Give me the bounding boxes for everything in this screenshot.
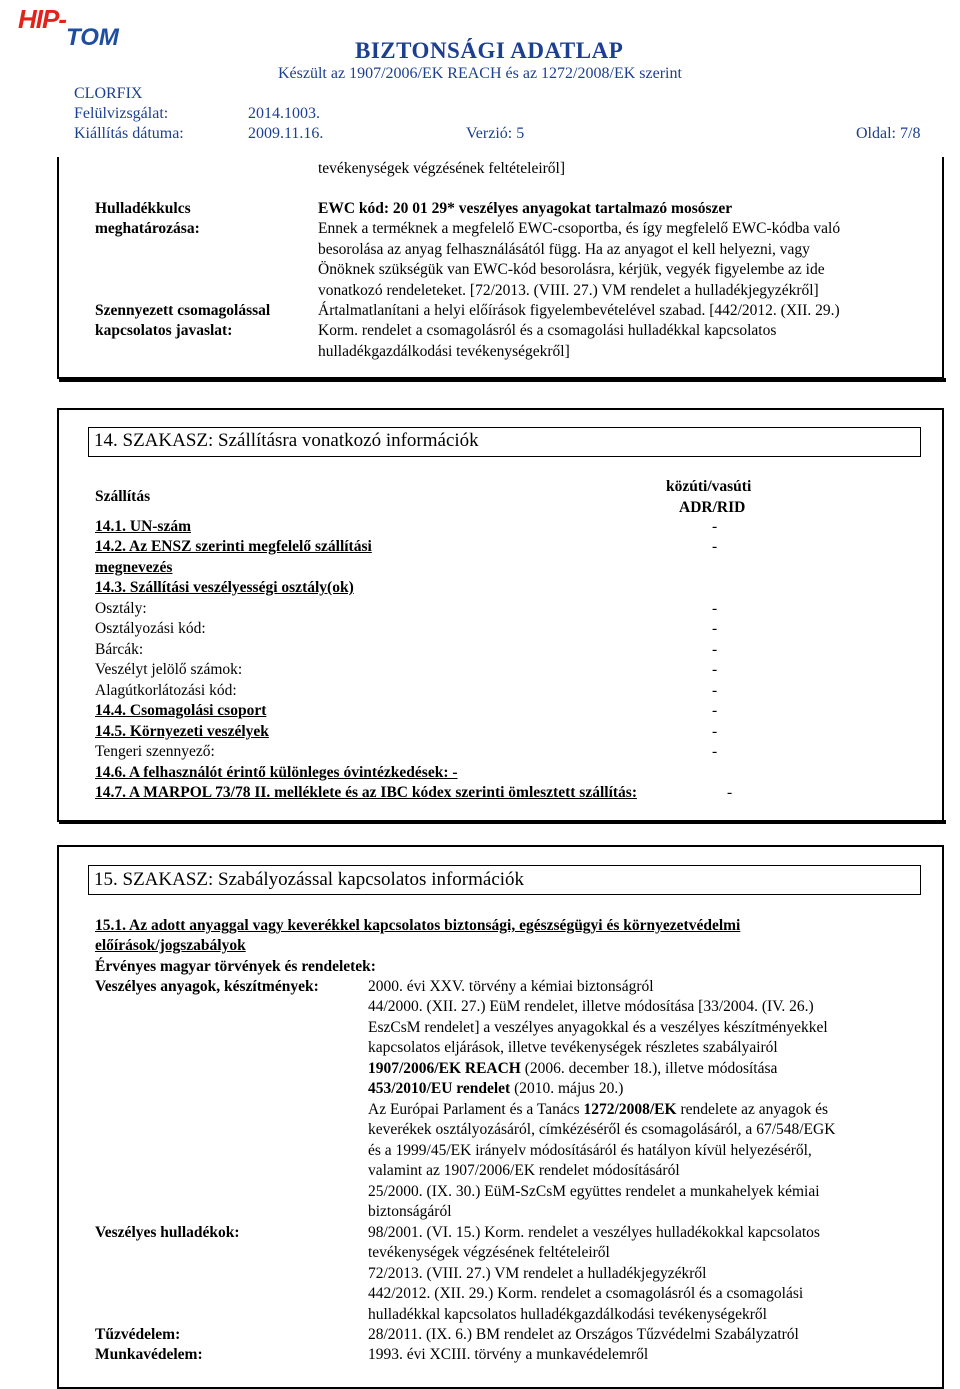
hazardous-waste-label: Veszélyes hulladékok: — [95, 1224, 240, 1241]
clp-line — [368, 1101, 828, 1119]
section-14-title: 14. SZAKASZ: Szállításra vonatkozó információk — [94, 430, 479, 451]
reach-regulation: 1907/2006/EK REACH — [368, 1060, 521, 1077]
reach-line — [368, 1060, 777, 1078]
document-title: BIZTONSÁGI ADATLAP — [355, 38, 624, 63]
waste-text-line: Ennek a terméknek a megfelelő EWC-csoportba, és így megfelelő EWC-kódba való — [318, 220, 841, 237]
logo-text-tom: TOM — [66, 24, 119, 51]
law-line: kapcsolatos eljárások, illetve tevékenységek részletes szabályairól — [368, 1039, 778, 1056]
classification-code-label: Osztályozási kód: — [95, 620, 206, 637]
section-14-shadow — [59, 820, 946, 824]
work-safety-label: Munkavédelem: — [95, 1346, 203, 1363]
packaging-label: Szennyezett csomagolással — [95, 302, 271, 319]
eu453-rest: (2010. május 20.) — [510, 1080, 624, 1097]
waste-text-line: vonatkozó rendeleteket. [72/2013. (VIII. 27.) VM rendelet a hulladékjegyzékről] — [318, 282, 819, 299]
shipping-name-value: - — [712, 538, 718, 555]
marpol-label: 14.7. A MARPOL 73/78 II. melléklete és az IBC kódex szerinti ömlesztett szállítás: — [95, 784, 637, 801]
revision-date: 2014.1003. — [248, 105, 320, 122]
law-line: biztonságáról — [368, 1203, 452, 1220]
version: Verzió: 5 — [466, 125, 525, 142]
law-line: 2000. évi XXV. törvény a kémiai biztonságról — [368, 978, 654, 995]
law-line: és a 1999/45/EK irányelv módosításáról és hatályon kívül helyezéséről, — [368, 1142, 812, 1159]
classification-code-value: - — [712, 620, 718, 637]
subsection-15-1: 15.1. Az adott anyaggal vagy keverékkel kapcsolatos biztonsági, egészségügyi és környezetvédelmi — [95, 917, 741, 934]
law-line: hulladékkal kapcsolatos hulladékgazdálkodási tevékenységekről — [368, 1306, 767, 1323]
company-logo — [0, 0, 118, 62]
column-header-adr-rid: ADR/RID — [679, 499, 746, 516]
law-line: 442/2012. (XII. 29.) Korm. rendelet a csomagolásról és a csomagolási — [368, 1285, 804, 1302]
environmental-hazards-value: - — [712, 723, 718, 740]
un-number-label: 14.1. UN-szám — [95, 518, 191, 535]
pack-text-line: Korm. rendelet a csomagolásról és a csomagolási hulladékkal kapcsolatos — [318, 322, 777, 339]
pack-text-line: Ártalmatlanítani a helyi előírások figyelembevételével szabad. [442/2012. (XII. 29.) — [318, 302, 840, 319]
tunnel-code-label: Alagútkorlátozási kód: — [95, 682, 237, 699]
reach-rest: (2006. december 18.), illetve módosítása — [520, 1060, 778, 1077]
waste-text-line: Önöknek szükségük van EWC-kód besorolásra, kérjük, vegyék figyelembe az ide — [318, 261, 825, 278]
waste-text-line: besorolása az anyag felhasználásától függ. Ha az anyagot el kell helyezni, vagy — [318, 241, 810, 258]
class-value: - — [712, 600, 718, 617]
hazard-numbers-label: Veszélyt jelölő számok: — [95, 661, 243, 678]
logo-text-hip: HIP- — [18, 4, 66, 34]
transport-label: Szállítás — [95, 488, 151, 505]
law-line: 25/2000. (IX. 30.) EüM-SzCsM együttes rendelet a munkahelyek kémiai — [368, 1183, 820, 1200]
tunnel-code-value: - — [712, 682, 718, 699]
continued-line: tevékenységek végzésének feltételeiről] — [318, 160, 566, 177]
page-number: Oldal: 7/8 — [856, 125, 921, 142]
law-line: 98/2001. (VI. 15.) Korm. rendelet a veszélyes hulladékokkal kapcsolatos — [368, 1224, 820, 1241]
waste-key-label: Hulladékkulcs — [95, 200, 191, 217]
pack-text-line: hulladékgazdálkodási tevékenységekről] — [318, 343, 570, 360]
shipping-name-label-2: megnevezés — [95, 559, 173, 576]
subsection-15-1-line-2: előírások/jogszabályok — [95, 937, 246, 954]
packing-group-value: - — [712, 702, 718, 719]
law-line: valamint az 1907/2006/EK rendelet módosításáról — [368, 1162, 680, 1179]
column-header-road-rail: közúti/vasúti — [666, 478, 752, 495]
law-line: EszCsM rendelet] a veszélyes anyagokkal és a veszélyes készítményekkel — [368, 1019, 828, 1036]
issue-date: 2009.11.16. — [248, 125, 324, 142]
marpol-value: - — [727, 784, 733, 801]
marine-pollutant-value: - — [712, 743, 718, 760]
law-line: 44/2000. (XII. 27.) EüM rendelet, illetve módosítása [33/2004. (IV. 26.) — [368, 998, 814, 1015]
issue-date-label: Kiállítás dátuma: — [74, 125, 184, 142]
product-name: CLORFIX — [74, 85, 143, 102]
marine-pollutant-label: Tengeri szennyező: — [95, 743, 215, 760]
valid-laws-heading: Érvényes magyar törvények és rendeletek: — [95, 958, 376, 975]
clp-pre: Az Európai Parlament és a Tanács — [368, 1101, 584, 1118]
section-13-shadow — [59, 378, 946, 382]
eu453-regulation: 453/2010/EU rendelet — [368, 1080, 511, 1097]
packing-group-label: 14.4. Csomagolási csoport — [95, 702, 267, 719]
eu453-line — [368, 1080, 623, 1098]
work-safety-value: 1993. évi XCIII. törvény a munkavédelemről — [368, 1346, 649, 1363]
ewc-code: EWC kód: 20 01 29* veszélyes anyagokat tartalmazó mosószer — [318, 200, 733, 217]
law-line: 72/2013. (VIII. 27.) VM rendelet a hulladékjegyzékről — [368, 1265, 707, 1282]
hazard-class-label: 14.3. Szállítási veszélyességi osztály(ok) — [95, 579, 354, 596]
packaging-label-2: kapcsolatos javaslat: — [95, 322, 233, 339]
clp-regulation: 1272/2008/EK — [583, 1101, 677, 1118]
un-number-value: - — [712, 518, 718, 535]
shipping-name-label: 14.2. Az ENSZ szerinti megfelelő szállítási — [95, 538, 372, 555]
waste-key-label-2: meghatározása: — [95, 220, 200, 237]
special-precautions: 14.6. A felhasználót érintő különleges óvintézkedések: - — [95, 764, 458, 781]
document-subtitle: Készült az 1907/2006/EK REACH és az 1272/2008/EK szerint — [278, 65, 682, 82]
fire-protection-value: 28/2011. (IX. 6.) BM rendelet az Országos Tűzvédelmi Szabályzatról — [368, 1326, 799, 1343]
revision-label: Felülvizsgálat: — [74, 105, 169, 122]
hazard-numbers-value: - — [712, 661, 718, 678]
hazardous-substances-label: Veszélyes anyagok, készítmények: — [95, 978, 319, 995]
labels-value: - — [712, 641, 718, 658]
fire-protection-label: Tűzvédelem: — [95, 1326, 181, 1343]
clp-post: rendelete az anyagok és — [676, 1101, 829, 1118]
environmental-hazards-label: 14.5. Környezeti veszélyek — [95, 723, 269, 740]
law-line: tevékenységek végzésének feltételeiről — [368, 1244, 610, 1261]
class-label: Osztály: — [95, 600, 147, 617]
law-line: keverékek osztályozásáról, címkézéséről és csomagolásáról, a 67/548/EGK — [368, 1121, 836, 1138]
section-15-title: 15. SZAKASZ: Szabályozással kapcsolatos információk — [94, 869, 525, 890]
labels-label: Bárcák: — [95, 641, 144, 658]
